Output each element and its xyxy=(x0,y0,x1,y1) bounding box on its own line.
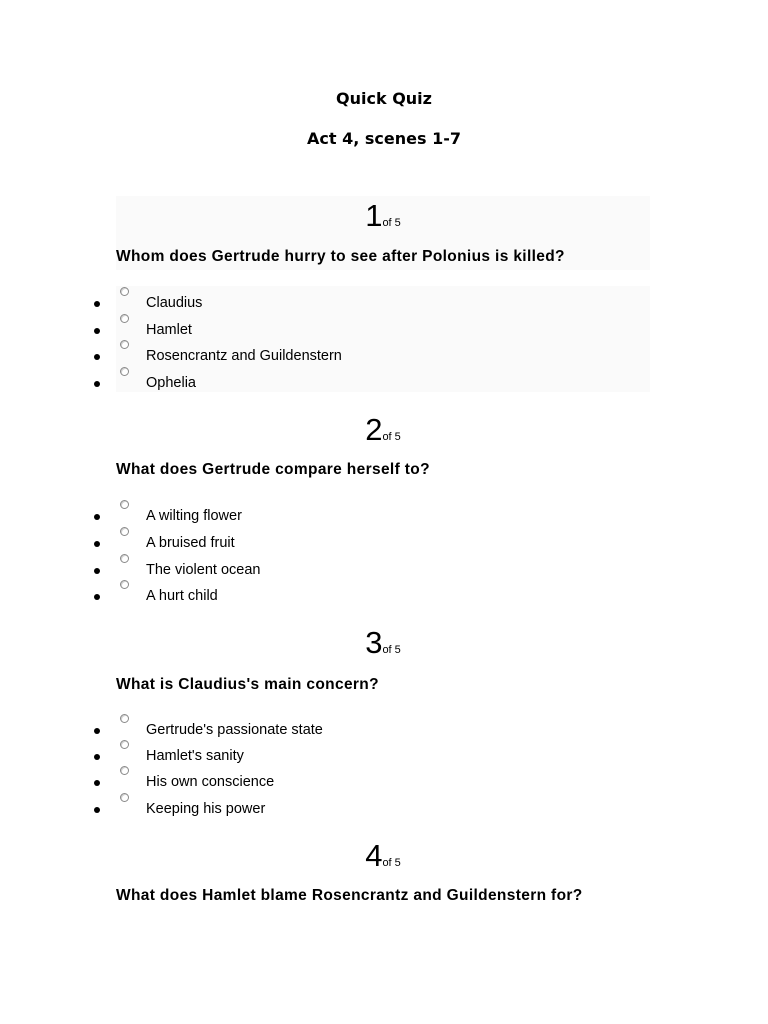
page-title: Quick Quiz xyxy=(336,89,432,108)
bullet-icon xyxy=(94,568,100,574)
answer-option[interactable] xyxy=(0,562,768,582)
question-4-text: What does Hamlet blame Rosencrantz and Guildenstern for? xyxy=(116,887,583,904)
question-2-number: 2 xyxy=(365,412,383,447)
answer-option[interactable] xyxy=(0,295,768,315)
answer-label[interactable]: Hamlet xyxy=(146,322,192,338)
bullet-icon xyxy=(94,328,100,334)
radio-button[interactable] xyxy=(120,793,129,802)
answer-option[interactable] xyxy=(0,748,768,768)
answer-option[interactable] xyxy=(0,322,768,342)
answer-label[interactable]: A bruised fruit xyxy=(146,535,235,551)
question-2-of-total: of 5 xyxy=(382,431,401,443)
answer-label[interactable]: A wilting flower xyxy=(146,508,242,524)
radio-button[interactable] xyxy=(120,580,129,589)
question-1-header xyxy=(116,196,650,270)
answer-option[interactable] xyxy=(0,348,768,368)
answer-option[interactable] xyxy=(0,774,768,794)
question-4-counter xyxy=(116,840,650,871)
answer-option[interactable] xyxy=(0,801,768,821)
question-2-text: What does Gertrude compare herself to? xyxy=(116,461,430,478)
bullet-icon xyxy=(94,780,100,786)
radio-button[interactable] xyxy=(120,766,129,775)
answer-option[interactable] xyxy=(0,535,768,555)
answer-label[interactable]: Gertrude's passionate state xyxy=(146,722,323,738)
bullet-icon xyxy=(94,754,100,760)
radio-button[interactable] xyxy=(120,714,129,723)
bullet-icon xyxy=(94,807,100,813)
radio-button[interactable] xyxy=(120,314,129,323)
answer-option[interactable] xyxy=(0,722,768,742)
question-1-text: Whom does Gertrude hurry to see after Polonius is killed? xyxy=(116,248,565,265)
answer-label[interactable]: Ophelia xyxy=(146,375,196,391)
question-3-header xyxy=(116,623,650,697)
radio-button[interactable] xyxy=(120,554,129,563)
question-4-number: 4 xyxy=(365,838,383,873)
answer-label[interactable]: His own conscience xyxy=(146,774,275,790)
question-4-header xyxy=(116,836,650,910)
bullet-icon xyxy=(94,514,100,520)
question-3-of-total: of 5 xyxy=(382,644,401,656)
answer-label[interactable]: Hamlet's sanity xyxy=(146,748,244,764)
bullet-icon xyxy=(94,354,100,360)
bullet-icon xyxy=(94,541,100,547)
question-3-text: What is Claudius's main concern? xyxy=(116,676,379,693)
question-3-counter xyxy=(116,627,650,658)
radio-button[interactable] xyxy=(120,740,129,749)
bullet-icon xyxy=(94,594,100,600)
answer-label[interactable]: Rosencrantz and Guildenstern xyxy=(146,348,342,364)
answer-option[interactable] xyxy=(0,508,768,528)
radio-button[interactable] xyxy=(120,500,129,509)
question-2-counter xyxy=(116,414,650,445)
question-4-of-total: of 5 xyxy=(382,857,401,869)
answer-option[interactable] xyxy=(0,588,768,608)
question-1-number: 1 xyxy=(365,198,383,233)
page-subtitle: Act 4, scenes 1-7 xyxy=(307,129,461,148)
answer-label[interactable]: Claudius xyxy=(146,295,203,311)
question-1-of-total: of 5 xyxy=(382,217,401,229)
bullet-icon xyxy=(94,381,100,387)
radio-button[interactable] xyxy=(120,367,129,376)
radio-button[interactable] xyxy=(120,527,129,536)
radio-button[interactable] xyxy=(120,340,129,349)
question-3-number: 3 xyxy=(365,625,383,660)
answer-label[interactable]: The violent ocean xyxy=(146,562,261,578)
answer-label[interactable]: Keeping his power xyxy=(146,801,266,817)
radio-button[interactable] xyxy=(120,287,129,296)
answer-label[interactable]: A hurt child xyxy=(146,588,218,604)
bullet-icon xyxy=(94,728,100,734)
answer-option[interactable] xyxy=(0,375,768,395)
question-1-counter xyxy=(116,200,650,231)
question-2-header xyxy=(116,410,650,484)
bullet-icon xyxy=(94,301,100,307)
